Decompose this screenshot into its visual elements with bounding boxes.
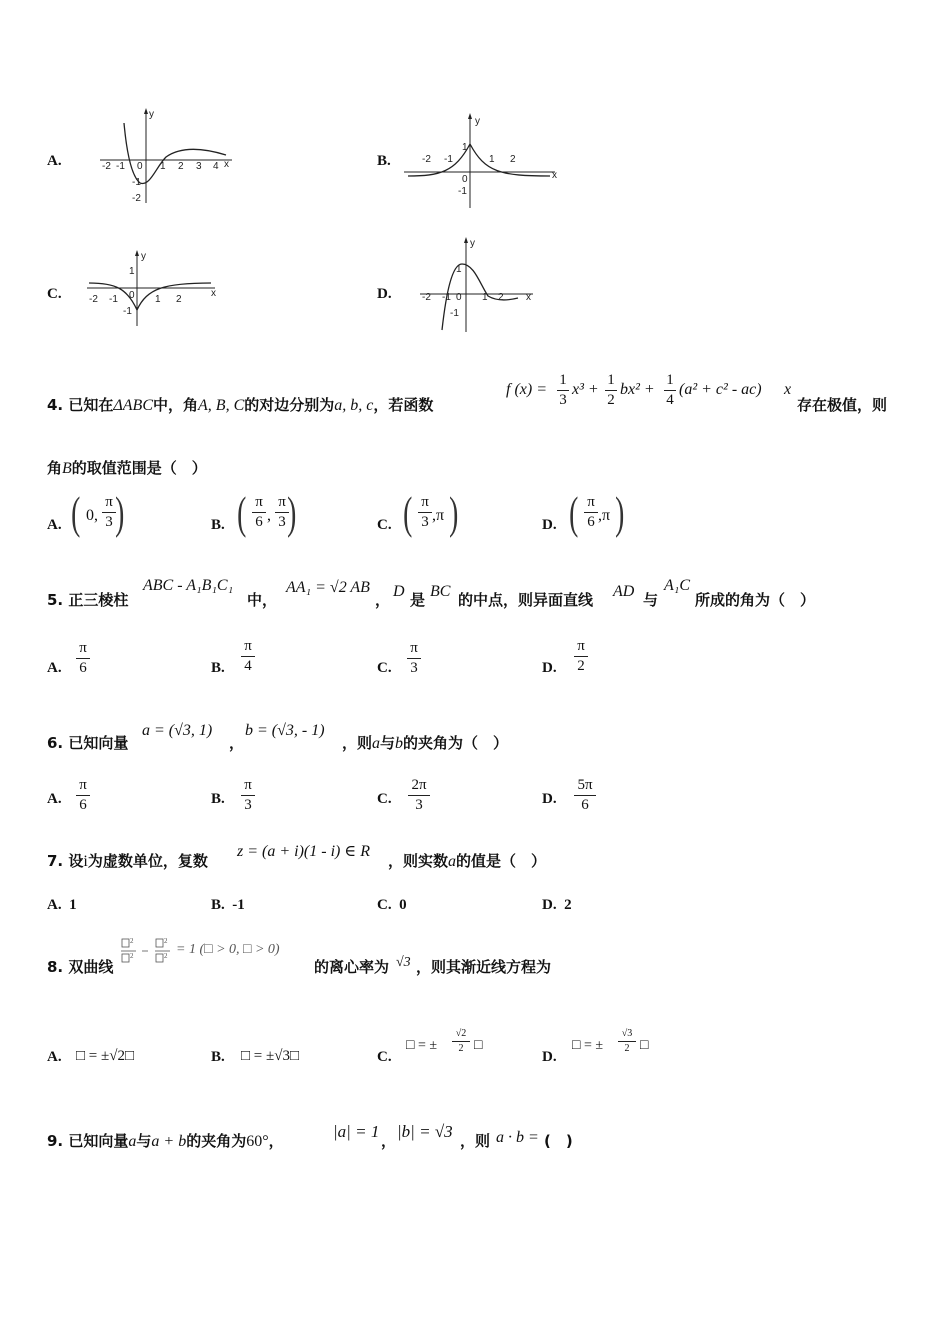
q3-option-c-label[interactable]: C. [47,286,62,302]
question-6: 6. 已知向量 [47,734,129,752]
q3-a-tick: 4 [213,161,219,172]
svg-text:2: 2 [164,952,168,960]
q3-a-tick: 1 [160,161,166,172]
q8-option-c[interactable]: C. [377,1049,392,1065]
q3-a-x-label: x [224,159,229,170]
q8-hyperbola-fractions [120,935,180,971]
q6-option-b[interactable]: B. [211,791,225,807]
question-4-line-2: 角B的取值范围是（ ） [47,459,207,477]
q3-graph-d [418,234,538,334]
q3-d-tick: 1 [482,292,488,303]
q8-option-b[interactable]: B. [211,1049,225,1065]
q5-option-d[interactable]: D. [542,660,557,676]
q6-vector-b: b = (√3, - 1) [245,722,325,739]
svg-text:2: 2 [130,952,134,960]
q7-option-a[interactable]: A. 1 [47,897,77,913]
q4-term-3: (a² + c² - ac) [679,381,762,398]
q3-b-tick: -2 [422,154,431,165]
q3-a-tick: -2 [102,161,111,172]
q3-b-y-label: y [475,116,480,127]
q5-condition: AA₁ = √2 AB [286,579,370,596]
q3-a-y-label: y [149,109,154,120]
q3-a-tick: -2 [132,193,141,204]
q4-term-1: x³ + [572,381,599,398]
q3-a-tick: 0 [137,161,143,172]
q3-c-tick: 0 [129,290,135,301]
q6-option-a[interactable]: A. [47,791,62,807]
q3-b-tick: -1 [444,154,453,165]
svg-text:2: 2 [164,937,168,945]
q3-d-tick: -1 [442,292,451,303]
q3-b-tick: 0 [462,174,468,185]
q4-option-a[interactable]: A. [47,517,62,533]
svg-text:2: 2 [130,937,134,945]
q4-option-b-frac-1: π 6 [252,494,266,531]
q3-graph-c [85,248,220,328]
q3-a-tick: 2 [178,161,184,172]
q3-d-y-label: y [470,238,475,249]
q7-option-b[interactable]: B. -1 [211,897,245,913]
question-4-line-1: 4. 已知在ΔABC中，角A, B, C的对边分别为a, b, c，若函数 [47,396,434,414]
q9-norm-b: |b| = √3 [397,1122,453,1141]
q7-option-d[interactable]: D. 2 [542,897,572,913]
q3-option-a-label[interactable]: A. [47,153,62,169]
q8-option-d[interactable]: D. [542,1049,557,1065]
q4-option-d[interactable]: D. [542,517,557,533]
q3-d-x-label: x [526,292,531,303]
question-number: 8. [47,958,64,976]
q4-frac-3: 1 4 [664,372,676,409]
q3-option-b-label[interactable]: B. [377,153,391,169]
q8-eccentricity: √3 [396,955,411,970]
q3-b-x-label: x [552,170,557,181]
q8-equation: = 1 (□ > 0, □ > 0) [176,942,280,957]
q3-graph-a [100,105,235,205]
q4-option-a-frac: π 3 [102,494,116,531]
question-number: 9. [47,1132,64,1150]
q3-graph-b [400,110,560,210]
q3-d-tick: 0 [456,292,462,303]
q4-frac-2: 1 2 [605,372,617,409]
q3-c-tick: -1 [109,294,118,305]
q3-d-tick: 1 [456,264,462,275]
question-8: 8. 双曲线 [47,958,114,976]
question-number: 4. [47,396,64,414]
q3-a-tick: -1 [116,161,125,172]
q3-c-tick: -1 [123,306,132,317]
q4-func-tail: x [784,381,792,398]
q8-option-a[interactable]: A. [47,1049,62,1065]
question-9: 9. 已知向量a与a + b的夹角为60°， [47,1132,284,1150]
q3-c-tick: -2 [89,294,98,305]
q5-option-b[interactable]: B. [211,660,225,676]
q3-c-tick: 1 [129,266,135,277]
q6-option-c[interactable]: C. [377,791,392,807]
q4-option-b[interactable]: B. [211,517,225,533]
q3-c-tick: 2 [176,294,182,305]
q7-expression: z = (a + i)(1 - i) ∈ R [237,843,370,860]
q7-option-c[interactable]: C. 0 [377,897,407,913]
q3-d-tick: -2 [422,292,431,303]
question-5: 5. 正三棱柱 [47,591,129,609]
q3-c-x-label: x [211,288,216,299]
q4-func-prefix: f (x) = [506,381,547,398]
q4-frac-1: 1 3 [557,372,569,409]
q6-option-d[interactable]: D. [542,791,557,807]
q3-c-tick: 1 [155,294,161,305]
q5-prism: ABC - A₁B₁C₁ [143,577,234,594]
q4-option-c[interactable]: C. [377,517,392,533]
question-number: 6. [47,734,64,752]
q9-norm-a: |a| = 1 [333,1122,380,1141]
q3-b-tick: 1 [462,142,468,153]
q4-option-b-frac-2: π 3 [275,494,289,531]
q4-term-2: bx² + [620,381,655,398]
q5-option-c[interactable]: C. [377,660,392,676]
q3-d-tick: -1 [450,308,459,319]
q3-a-tick: -1 [132,177,141,188]
q3-a-tick: 3 [196,161,202,172]
question-number: 7. [47,852,64,870]
q4-text-tail: 存在极值，则 [797,396,888,414]
q3-option-d-label[interactable]: D. [377,286,392,302]
q3-c-y-label: y [141,251,146,262]
question-7: 7. 设i为虚数单位，复数 [47,852,208,870]
q3-b-tick: 2 [510,154,516,165]
q3-b-tick: 1 [489,154,495,165]
q6-vector-a: a = (√3, 1) [142,722,213,739]
q5-option-a[interactable]: A. [47,660,62,676]
q3-b-tick: -1 [458,186,467,197]
q3-d-tick: 2 [498,292,504,303]
question-number: 5. [47,591,64,609]
q9-dot-product: a · b = [496,1129,539,1146]
q4-option-d-frac: π 6 [584,494,598,531]
q4-option-c-frac: π 3 [418,494,432,531]
